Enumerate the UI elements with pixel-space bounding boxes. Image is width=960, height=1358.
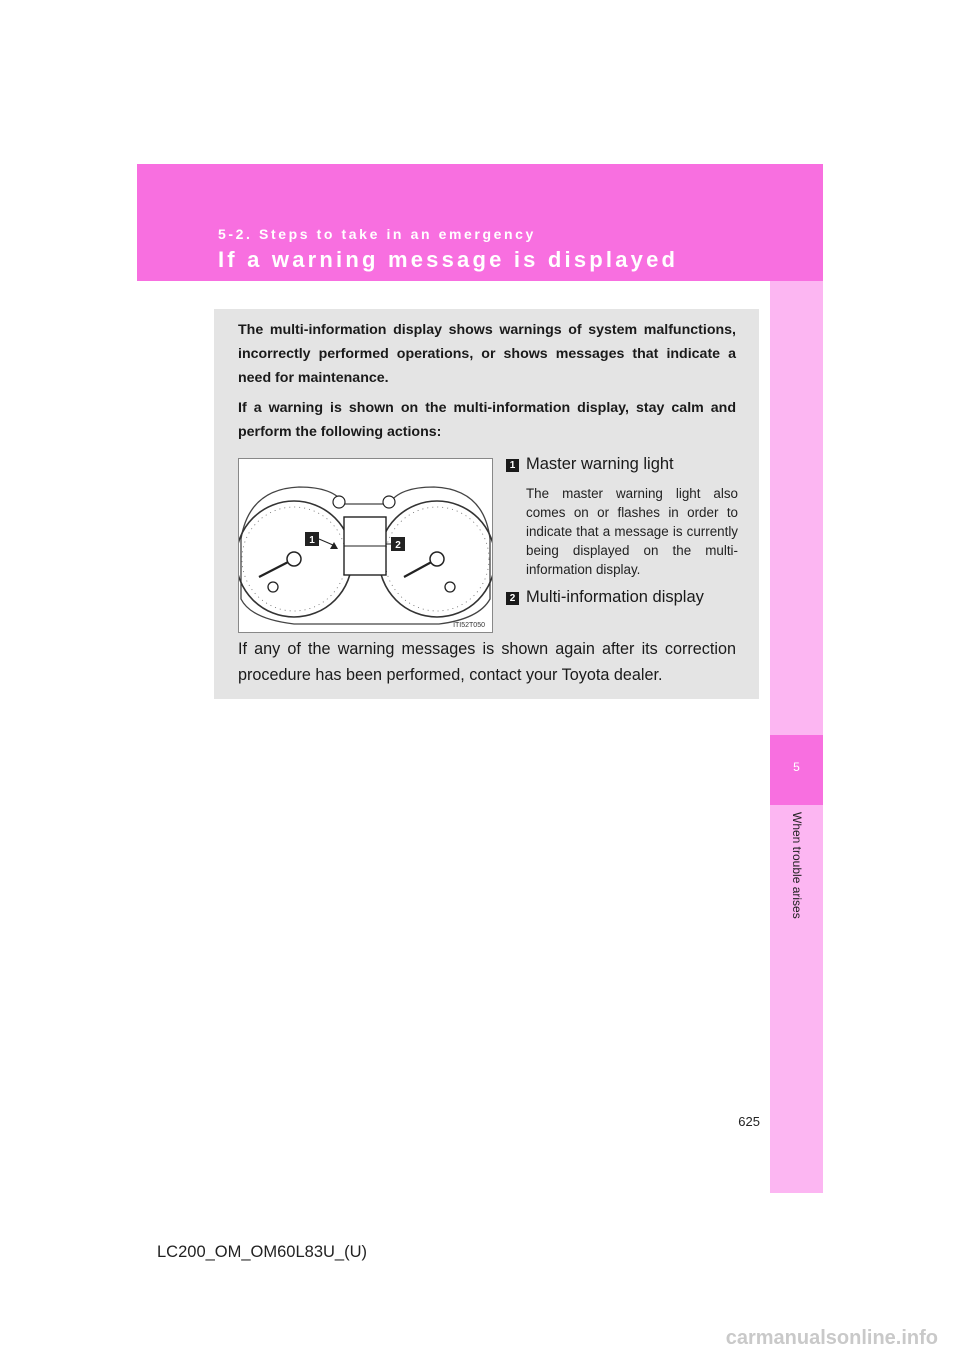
- legend-description-1: The master warning light also comes on or flashes in order to indicate that a message is currently being displayed on the multi-information display.: [526, 486, 738, 577]
- closing-text: If any of the warning messages is shown again after its correction procedure has been performed, contact your Toyota dealer.: [238, 640, 736, 684]
- intro-paragraph-1: The multi-information display shows warnings of system malfunctions, incorrectly performed operations, or shows messages that indicate a need for maintenance.: [238, 322, 736, 386]
- section-label: 5-2. Steps to take in an emergency: [218, 226, 536, 242]
- legend-title-1: Master warning light: [526, 455, 674, 473]
- figure-legend: [494, 452, 738, 609]
- callout-1-label: 1: [309, 535, 315, 546]
- intro-paragraph-2: If a warning is shown on the multi-information display, stay calm and perform the following actions:: [238, 400, 736, 440]
- document-code: LC200_OM_OM60L83U_(U): [157, 1243, 368, 1261]
- instrument-cluster-illustration: [239, 459, 492, 632]
- chapter-title: When trouble arises: [790, 812, 804, 919]
- legend-number-1: 1: [506, 459, 519, 472]
- instrument-cluster-figure: [238, 458, 493, 633]
- intro-text: [238, 318, 736, 450]
- page-number: 625: [738, 1114, 760, 1129]
- legend-title-2: Multi-information display: [526, 588, 704, 606]
- page-title: If a warning message is displayed: [218, 247, 679, 272]
- callout-2-label: 2: [395, 540, 401, 551]
- watermark[interactable]: carmanualsonline.info: [725, 1327, 938, 1349]
- master-warning-light-icon: [330, 542, 338, 549]
- legend-number-2: 2: [506, 592, 519, 605]
- figure-code: ITI52T050: [453, 622, 485, 629]
- legend-item-multi-information-display: [494, 585, 738, 609]
- legend-item-master-warning-light: [494, 452, 738, 579]
- chapter-number: 5: [793, 760, 800, 774]
